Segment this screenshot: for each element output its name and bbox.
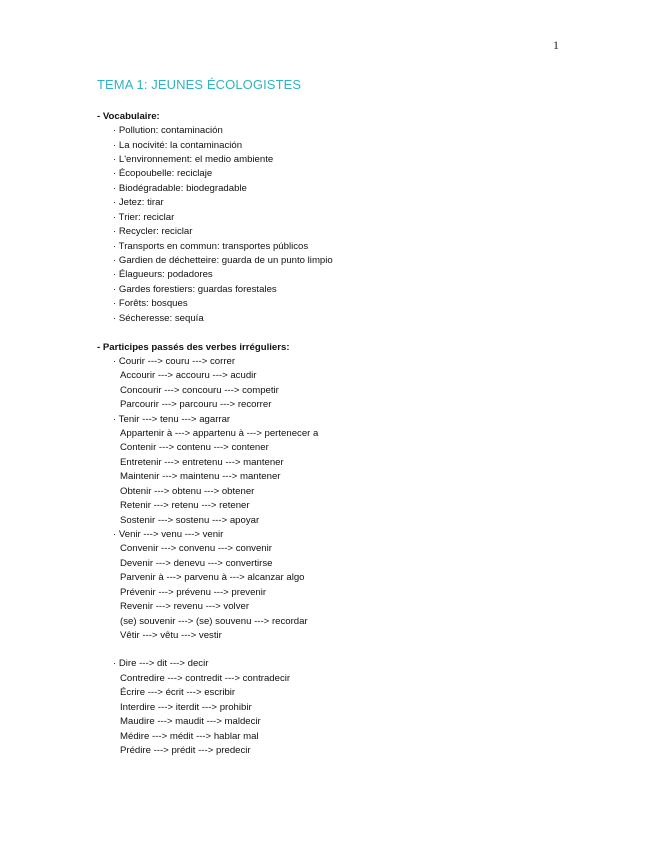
verb-line: Parvenir à ---> parvenu à ---> alcanzar algo <box>120 572 305 583</box>
vocab-item: · Gardien de déchetteire: guarda de un punto limpio <box>113 255 333 266</box>
vocab-heading: - Vocabulaire: <box>97 111 160 122</box>
verb-line: Parcourir ---> parcouru ---> recorrer <box>120 399 272 410</box>
verb-line: Devenir ---> denevu ---> convertirse <box>120 558 273 569</box>
verb-line: Concourir ---> concouru ---> competir <box>120 385 279 396</box>
verb-line: Convenir ---> convenu ---> convenir <box>120 543 272 554</box>
vocab-item: · Biodégradable: biodegradable <box>113 183 247 194</box>
verb-line: Médire ---> médit ---> hablar mal <box>120 731 259 742</box>
verb-line: Vêtir ---> vêtu ---> vestir <box>120 630 222 641</box>
verb-line: Accourir ---> accouru ---> acudir <box>120 370 257 381</box>
verb-line: Interdire ---> iterdit ---> prohibir <box>120 702 252 713</box>
verb-line: Maintenir ---> maintenu ---> mantener <box>120 471 281 482</box>
vocab-item: · Forêts: bosques <box>113 298 188 309</box>
verb-line: Obtenir ---> obtenu ---> obtener <box>120 486 255 497</box>
verb-line: Revenir ---> revenu ---> volver <box>120 601 250 612</box>
verb-line: Maudire ---> maudit ---> maldecir <box>120 716 261 727</box>
verb-line: Retenir ---> retenu ---> retener <box>120 500 250 511</box>
verb-line: Prédire ---> prédit ---> predecir <box>120 745 251 756</box>
vocab-item: · L'environnement: el medio ambiente <box>113 154 274 165</box>
verb-group-line: · Courir ---> couru ---> correr <box>113 356 236 367</box>
verb-line: (se) souvenir ---> (se) souvenu ---> recordar <box>120 616 308 627</box>
verb-line: Contredire ---> contredit ---> contradecir <box>120 673 291 684</box>
verb-line: Appartenir à ---> appartenu à ---> pertenecer a <box>120 428 319 439</box>
vocab-item: · Pollution: contaminación <box>113 125 223 136</box>
vocab-item: · Transports en commun: transportes públicos <box>113 241 309 252</box>
vocab-item: · Élagueurs: podadores <box>113 269 213 280</box>
verb-line: Écrire ---> écrit ---> escribir <box>120 687 236 698</box>
verb-group-line: · Dire ---> dit ---> decir <box>113 658 209 669</box>
verb-group-line: · Tenir ---> tenu ---> agarrar <box>113 414 231 425</box>
vocab-item: · Gardes forestiers: guardas forestales <box>113 284 277 295</box>
vocab-item: · Trier: reciclar <box>113 212 175 223</box>
verb-group-line: · Venir ---> venu ---> venir <box>113 529 224 540</box>
vocab-item: · Jetez: tirar <box>113 197 164 208</box>
vocab-item: · Écopoubelle: reciclaje <box>113 168 213 179</box>
verb-line: Contenir ---> contenu ---> contener <box>120 442 269 453</box>
verb-line: Prévenir ---> prévenu ---> prevenir <box>120 587 267 598</box>
page-title: TEMA 1: JEUNES ÉCOLOGISTES <box>97 77 302 92</box>
participles-heading: - Participes passés des verbes irréguliers: <box>97 342 290 353</box>
verb-line: Entretenir ---> entretenu ---> mantener <box>120 457 284 468</box>
vocab-item: · Recycler: reciclar <box>113 226 193 237</box>
page-number: 1 <box>553 38 559 52</box>
verb-line: Sostenir ---> sostenu ---> apoyar <box>120 515 260 526</box>
vocab-item: · Sécheresse: sequía <box>113 313 204 324</box>
vocab-item: · La nocivité: la contaminación <box>113 140 243 151</box>
